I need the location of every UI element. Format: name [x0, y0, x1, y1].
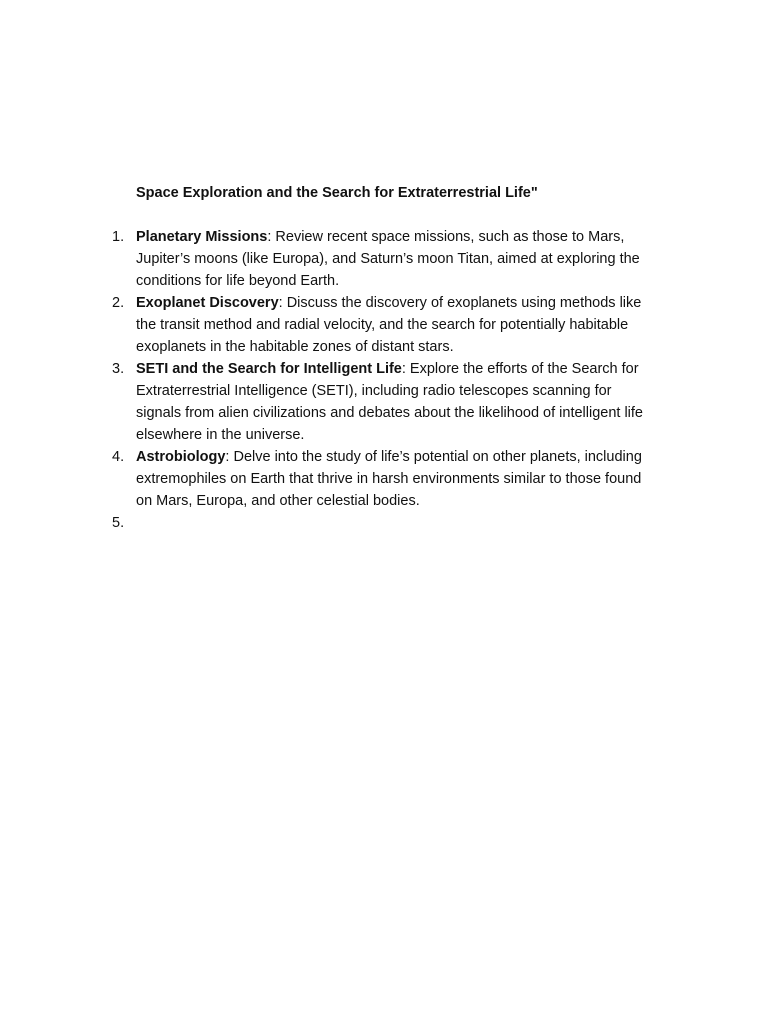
list-item [112, 446, 660, 512]
list-item [112, 226, 660, 292]
list-item-number: 2. [112, 295, 125, 311]
list-item-number: 4. [112, 449, 125, 465]
list-item [112, 358, 660, 446]
list-item-text: : Review recent space missions, such as those to Mars, Jupiter’s moons (like Europa), and Saturn’s moon Titan, aimed at exploring the conditions for life beyond Earth. [136, 229, 640, 289]
list-item-text: : Delve into the study of life’s potential on other planets, including extremophiles on Earth that thrive in harsh environments similar to those found on Mars, Europa, and other celestial bodies. [136, 449, 642, 509]
list-item-text: : Explore the efforts of the Search for Extraterrestrial Intelligence (SETI), including radio telescopes scanning for signals from alien civilizations and debates about the likelihood of intelligent life elsewhere in the universe. [136, 361, 643, 443]
list-item-term: SETI and the Search for Intelligent Life [136, 361, 402, 377]
list-item-number: 1. [112, 229, 125, 245]
numbered-list [112, 226, 660, 531]
list-item [112, 292, 660, 358]
list-item-number: 5. [112, 515, 125, 531]
list-item-term: Astrobiology [136, 449, 226, 465]
list-item-number: 3. [112, 361, 125, 377]
list-item-term: Exoplanet Discovery [136, 295, 279, 311]
document-title: Space Exploration and the Search for Extraterrestrial Life" [136, 185, 538, 201]
list-item-term: Planetary Missions [136, 229, 268, 245]
list-item-text: : Discuss the discovery of exoplanets using methods like the transit method and radial velocity, and the search for potentially habitable exoplanets in the habitable zones of distant stars. [136, 295, 642, 355]
